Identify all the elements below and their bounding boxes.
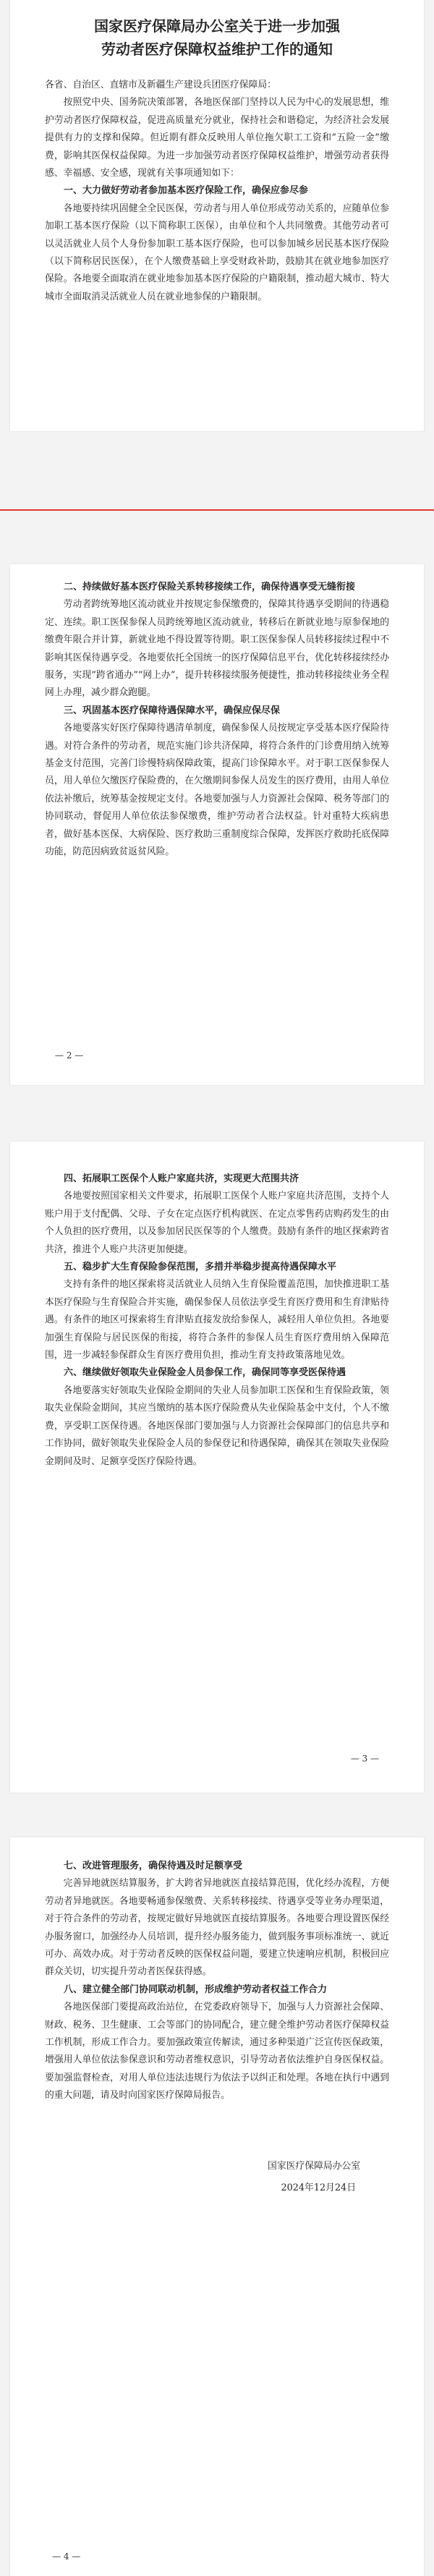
- section-4-heading: 四、拓展职工医保个人账户家庭共济，实现更大范围共济: [64, 1173, 299, 1184]
- section-5-paragraph: 支持有条件的地区探索将灵活就业人员纳入生育保险覆盖范围，加快推进职工基本医疗保险与生育保险合并实施，确保参保人员依法享受生育医疗费用和生育津贴待遇。有条件的地区可探索将生育津贴直接发放给参保人，减轻用人单位负担。各地要加强生育保险与居民医保的衔接，将符合条件的参保人员生育医疗费用纳入保障范围，进一步减轻参保群众生育医疗费用负担，推动生育支持政策落地见效。: [45, 1279, 389, 1361]
- section-6-heading: 六、继续做好领取失业保险金人员参保工作，确保同等享受医保待遇: [64, 1367, 346, 1379]
- page-number-2: — 2 —: [55, 1050, 84, 1060]
- page-number-4: — 4 —: [52, 2551, 81, 2562]
- section-1-paragraph: 各地要持续巩固健全全民医保，劳动者与用人单位形成劳动关系的，应随单位参加职工基本医疗保险（以下简称职工医保），由单位和个人共同缴费。其他劳动者可以灵活就业人员个人身份参加职工基本医疗保险，也可以参加城乡居民基本医疗保险（以下简称居民医保），在个人缴费基础上享受财政补助，鼓励其在就业地参加医疗保险。各地要全面取消在就业地参加基本医疗保险的户籍限制，推动超大城市、特大城市全面取消灵活就业人员在就业地参保的户籍限制。: [45, 203, 389, 302]
- document-page-3: [10, 1142, 424, 1793]
- page-divider: [0, 509, 434, 511]
- signature-date: 2024年12月24日: [281, 2182, 356, 2193]
- section-1-heading: 一、大力做好劳动者参加基本医疗保险工作，确保应参尽参: [64, 185, 309, 197]
- section-2-paragraph: 劳动者跨统筹地区流动就业并按规定参保缴费的，保障其待遇享受期间的待遇稳定、连续。职工医保参保人员跨统筹地区流动就业，转移后在新就业地与原参保地的缴费年限合并计算，新就业地不得设置等待期。职工医保参保人员转移接续过程中不影响其医保待遇享受。各地要依托全国统一的医疗保障信息平台，优化转移接续经办服务，实现“跨省通办”“网上办”，提升转移接续服务便捷性，推动转移接续业务全程网上办理，减少群众跑腿。: [45, 599, 389, 699]
- section-4-paragraph: 各地要按照国家相关文件要求，拓展职工医保个人账户家庭共济范围，支持个人账户用于支付配偶、父母、子女在定点医疗机构就医、在定点零售药店购药发生的由个人负担的医疗费用，以及参加居民医保等的个人缴费。鼓励有条件的地区探索跨省共济，推进个人账户共济更加便捷。: [45, 1191, 389, 1255]
- document-page-4: [10, 1837, 424, 2576]
- document-title-line-2: 劳动者医疗保障权益维护工作的通知: [101, 41, 333, 58]
- section-7-paragraph: 完善异地就医结算服务，扩大跨省异地就医直接结算范围，优化经办流程，方便劳动者异地就医。各地要畅通参保缴费、关系转移接续、待遇享受等业务办理渠道，对于符合条件的劳动者，按规定做好异地就医直接结算服务。各地要合理设置医保经办服务窗口，加强经办人员培训，提升经办服务能力，做到服务事项标准统一、就近可办、高效办成。对于劳动者反映的医保权益问题，要建立快速响应机制，积极回应群众关切，切实提升劳动者医保获得感。: [45, 1878, 389, 1978]
- section-3-heading: 三、巩固基本医疗保障待遇保障水平，确保应保尽保: [64, 705, 281, 716]
- addressee: 各省、自治区、直辖市及新疆生产建设兵团医疗保障局：: [45, 80, 276, 90]
- section-3-paragraph: 各地要落实好医疗保障待遇清单制度，确保参保人员按规定享受基本医疗保险待遇。对符合条件的劳动者，规范实施门诊共济保障，将符合条件的门诊费用纳入统筹基金支付范围，完善门诊慢特病保障政策，提高门诊保障水平。对于职工医保参保人员，用人单位欠缴医疗保险费的，在欠缴期间参保人员发生的医疗费用，由用人单位依法补缴后，统筹基金按规定支付。各地要加强与人力资源社会保障、税务等部门的协同联动，督促用人单位依法参保缴费，维护劳动者合法权益。针对重特大疾病患者，做好基本医保、大病保险、医疗救助三重制度综合保障，发挥医疗救助托底保障功能，防范因病致贫返贫风险。: [45, 723, 389, 858]
- intro-paragraph: 按照党中央、国务院决策部署，各地医保部门坚持以人民为中心的发展思想，维护劳动者医疗保障权益，促进高质量充分就业，保持社会和谐稳定，为经济社会发展提供有力的支撑和保障。但近期有群众反映用人单位拖欠职工工资和“五险一金”缴费，影响其医保权益保障。为进一步加强劳动者医疗保障权益维护，增强劳动者获得感、幸福感、安全感，现就有关事项通知如下：: [45, 97, 389, 179]
- signature-organization: 国家医疗保障局办公室: [268, 2160, 360, 2172]
- section-8-paragraph: 各地医保部门要提高政治站位，在党委政府领导下，加强与人力资源社会保障、财政、税务、卫生健康、工会等部门的协同配合，建立健全维护劳动者医疗保障权益工作机制，形成工作合力。要加强政策宣传解读，通过多种渠道广泛宣传医保政策，增强用人单位依法参保意识和劳动者维权意识，引导劳动者依法维护自身医保权益。要加强监督检查，对用人单位违法违规行为依法予以纠正和处理。各地在执行中遇到的重大问题，请及时向国家医疗保障局报告。: [45, 2002, 389, 2101]
- section-8-heading: 八、建立健全部门协同联动机制，形成维护劳动者权益工作合力: [64, 1984, 328, 1995]
- document-page-1: [10, 0, 424, 431]
- section-6-paragraph: 各地要落实好领取失业保险金期间的失业人员参加职工医保和生育保险政策，领取失业保险金期间，其应当缴纳的基本医疗保险费从失业保险基金中支付，个人不缴费，享受职工医保待遇。各地医保部门要加强与人力资源社会保障部门的信息共享和工作协同，做好领取失业保险金人员的参保登记和待遇保障，确保其在领取失业保险金期间及时、足额享受医疗保险待遇。: [45, 1385, 389, 1467]
- document-page-2: [10, 564, 424, 1085]
- section-5-heading: 五、稳步扩大生育保险参保范围，多措并举稳步提高待遇保障水平: [64, 1262, 337, 1273]
- page-number-3: — 3 —: [350, 1754, 379, 1764]
- section-7-heading: 七、改进管理服务，确保待遇及时足额享受: [64, 1861, 243, 1871]
- section-2-heading: 二、持续做好基本医疗保险关系转移接续工作，确保待遇享受无缝衔接: [64, 582, 356, 592]
- document-title-line-1: 国家医疗保障局办公室关于进一步加强: [94, 17, 340, 35]
- signature-block: [45, 2156, 389, 2199]
